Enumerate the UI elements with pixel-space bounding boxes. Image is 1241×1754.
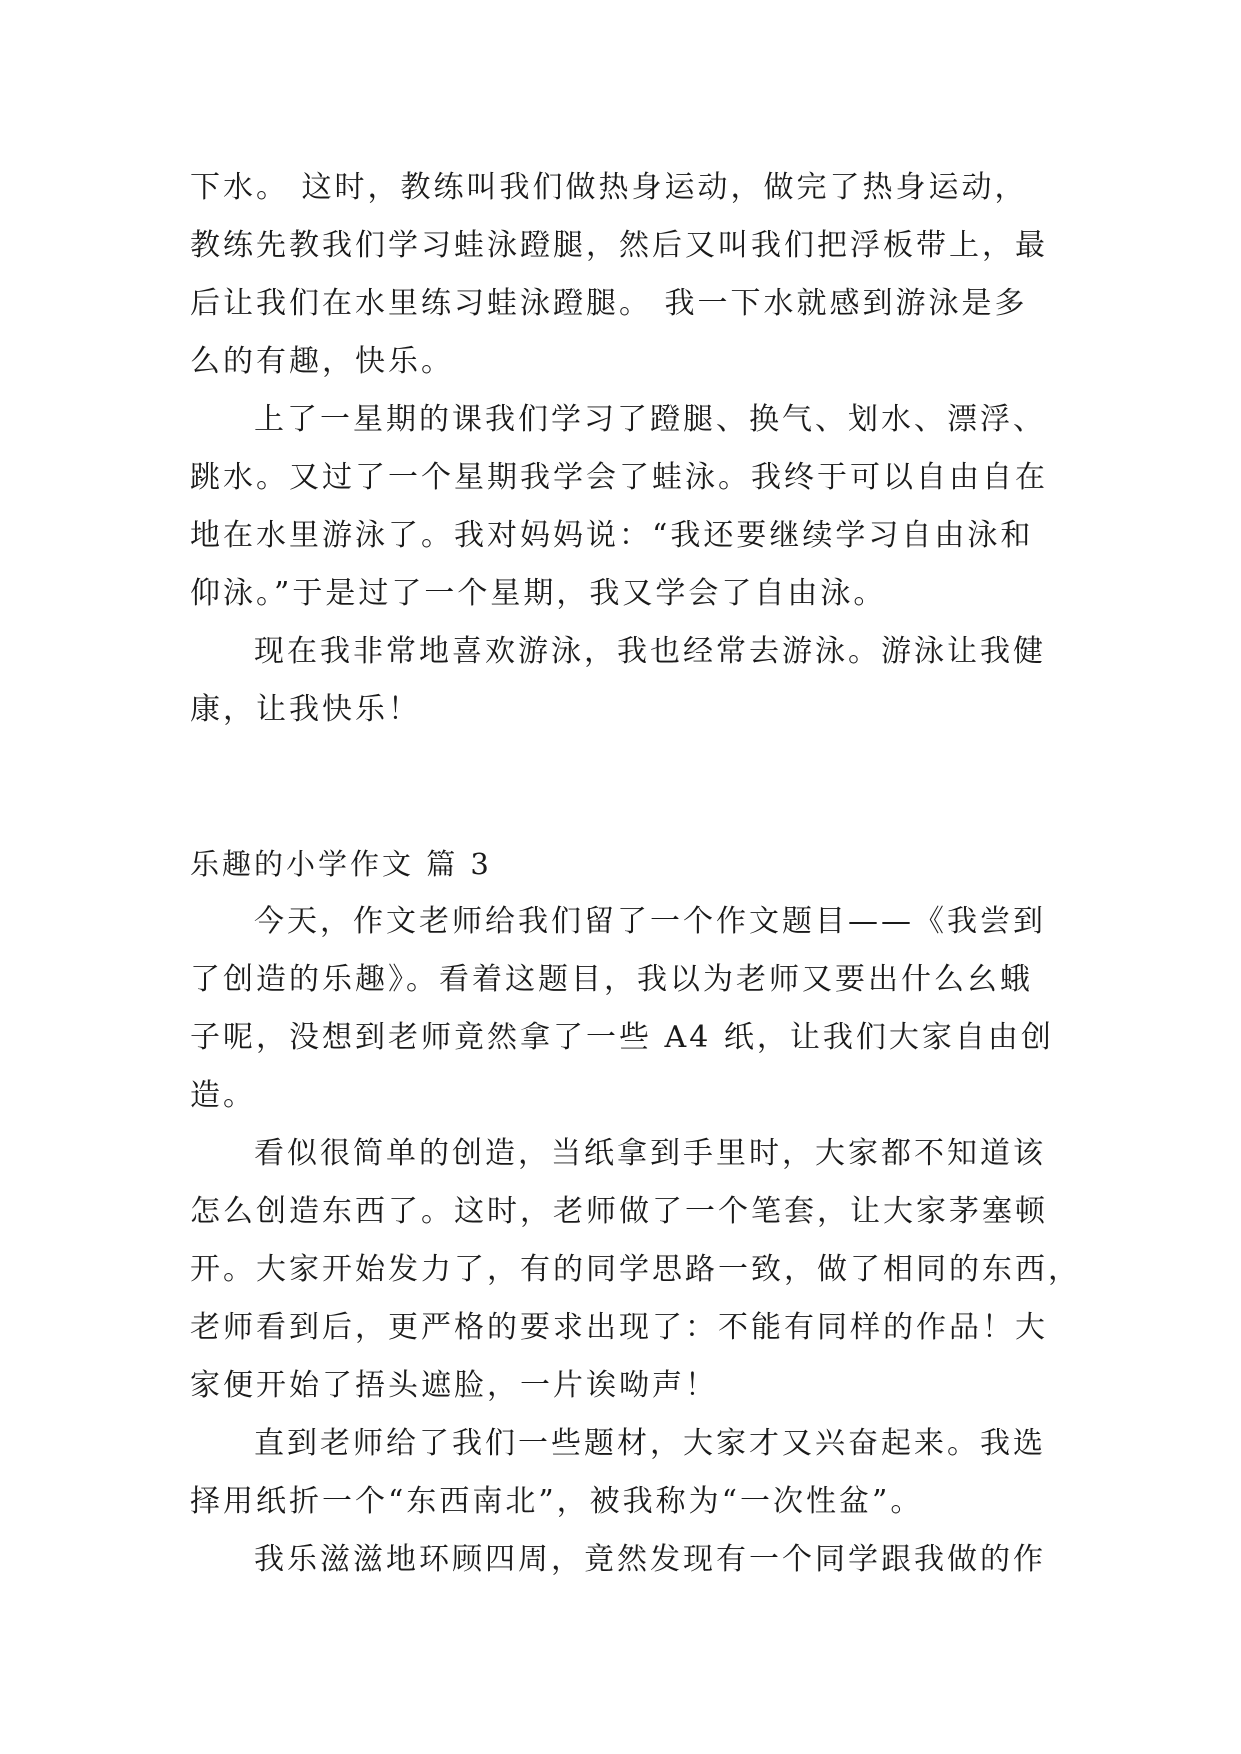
section-spacer — [190, 739, 1070, 835]
text-line: 怎么创造东西了。这时，老师做了一个笔套，让大家茅塞顿 — [190, 1194, 1048, 1229]
paragraph — [190, 623, 1070, 739]
text-line: 造。 — [190, 1078, 256, 1113]
paragraph — [190, 1125, 1081, 1415]
text-line: 康，让我快乐！ — [190, 692, 421, 727]
text-line: 了创造的乐趣》。看着这题目，我以为老师又要出什么幺蛾 — [190, 962, 1033, 997]
paragraph — [190, 1531, 1070, 1589]
paragraph — [190, 1415, 1070, 1531]
text-line: 看似很简单的创造，当纸拿到手里时，大家都不知道该 — [254, 1136, 1046, 1171]
text-line: 老师看到后，更严格的要求出现了：不能有同样的作品！大 — [190, 1310, 1048, 1345]
text-line: 择用纸折一个“东西南北”，被我称为“一次性盆”。 — [190, 1484, 924, 1519]
paragraph — [190, 159, 1070, 391]
text-line: 后让我们在水里练习蛙泳蹬腿。 我一下水就感到游泳是多 — [190, 286, 1028, 321]
text-line: 仰泳。”于是过了一个星期，我又学会了自由泳。 — [190, 576, 887, 611]
text-line: 直到老师给了我们一些题材，大家才又兴奋起来。我选 — [254, 1426, 1046, 1461]
text-line: 跳水。又过了一个星期我学会了蛙泳。我终于可以自由自在 — [190, 460, 1048, 495]
document-body — [190, 159, 1081, 1589]
paragraph — [190, 893, 1070, 1125]
text-line: 开。大家开始发力了，有的同学思路一致，做了相同的东西， — [190, 1252, 1081, 1287]
text-line: 子呢，没想到老师竟然拿了一些 A4 纸，让我们大家自由创 — [190, 1020, 1054, 1055]
text-line: 教练先教我们学习蛙泳蹬腿，然后又叫我们把浮板带上，最 — [190, 228, 1048, 263]
text-line: 么的有趣，快乐。 — [190, 344, 454, 379]
text-line: 地在水里游泳了。我对妈妈说：“我还要继续学习自由泳和 — [190, 518, 1034, 553]
text-line: 下水。 这时，教练叫我们做热身运动，做完了热身运动， — [190, 170, 1028, 205]
text-line: 今天，作文老师给我们留了一个作文题目——《我尝到 — [254, 904, 1046, 939]
text-line: 上了一星期的课我们学习了蹬腿、换气、划水、漂浮、 — [254, 402, 1046, 437]
text-line: 家便开始了捂头遮脸，一片诶呦声！ — [190, 1368, 718, 1403]
text-line: 现在我非常地喜欢游泳，我也经常去游泳。游泳让我健 — [254, 634, 1046, 669]
paragraph — [190, 391, 1070, 623]
section-heading: 乐趣的小学作文 篇 3 — [190, 847, 492, 881]
text-line: 我乐滋滋地环顾四周，竟然发现有一个同学跟我做的作 — [254, 1542, 1046, 1577]
